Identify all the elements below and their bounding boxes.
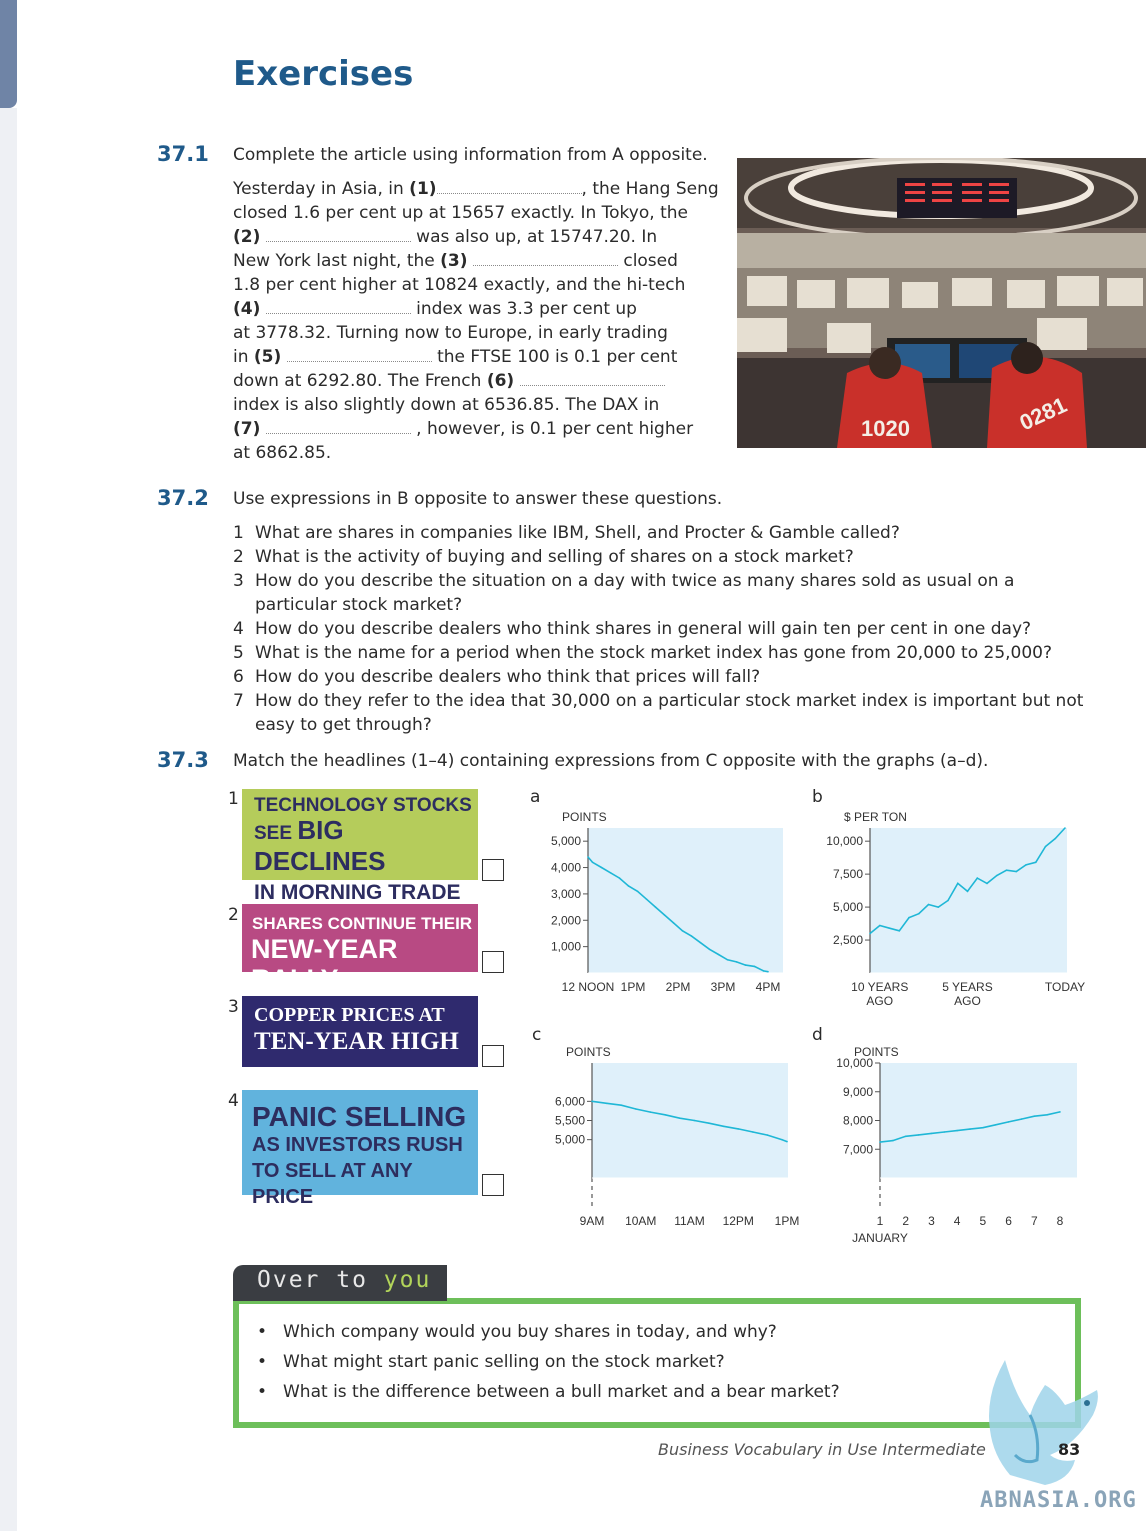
article-fragment: , however, is 0.1 per cent higher [410,419,694,439]
chart-a-data-point [763,970,765,972]
chart-b-data-point [869,933,871,935]
over-to-you-tab [233,1265,447,1301]
headline-2-line-2: NEW-YEAR RALLY [251,934,398,994]
chart-a-data-point [610,872,612,874]
chart-a-y-tick-label: 4,000 [550,860,581,875]
question-text: How do you describe dealers who think shares in general will gain ten per cent in one day? [255,619,1032,639]
question-number: 4 [233,619,244,639]
chart-c-data-point [606,1103,608,1105]
chart-b-x-tick-label: 5 YEARS AGO [942,980,993,1008]
chart-d-data-point [1021,1118,1023,1120]
chart-a-data-point [745,964,747,966]
article-fragment: index is also slightly down at 6536.85. The DAX in [233,395,660,415]
chart-b-data-point [977,877,979,879]
chart-a-data-point [619,877,621,879]
question-number: 1 [233,523,244,543]
chart-c-x-tick-label: 11AM [674,1214,705,1228]
exercise-37-2-instruction: Use expressions in B opposite to answer these questions. [233,489,723,509]
exercise-number-37-2: 37.2 [157,486,209,510]
question-number: 6 [233,667,244,687]
chart-c-x-tick-label: 9AM [579,1214,605,1228]
article-fragment: closed [617,251,678,271]
chart-d-x-tick-label: 5 [979,1214,987,1228]
chart-d-letter: d [812,1025,823,1045]
question-text: What is the activity of buying and selling of shares on a stock market? [255,547,854,567]
question-number: 3 [233,571,244,591]
chart-c-x-tick-label: 1PM [774,1214,800,1228]
chart-c-letter: c [532,1025,542,1045]
chart-b-data-point [928,904,930,906]
gap-number: (7) [233,419,261,439]
article-fragment: index was 3.3 per cent up [410,299,637,319]
chart-c-data-point [621,1104,623,1106]
headline-3-line-2: TEN-YEAR HIGH [254,1028,459,1055]
chart-a-data-point [628,885,630,887]
exercise-37-3-instruction: Match the headlines (1–4) containing expressions from C opposite with the graphs (a–d). [233,751,989,771]
question-text: How do you describe the situation on a day with twice as many shares sold as usual on a particular stock market? [255,571,1015,615]
question-number: 2 [233,547,244,567]
headline-1-line-2a: SEE [254,823,298,844]
chart-b-data-point [947,900,949,902]
watermark-logo [975,1355,1115,1490]
chart-b-data-point [1055,838,1057,840]
chart-b-data-point [996,875,998,877]
chart-c-data-point [650,1111,652,1113]
exercise-37-1-instruction: Complete the article using information from A opposite. [233,145,708,165]
bullet-icon: • [257,1352,268,1372]
gap-number: (1) [409,179,437,199]
chart-b-x-tick-label: 10 YEARS AGO [851,980,909,1008]
chart-c-y-tick-label: 5,000 [554,1132,585,1147]
article-fragment: was also up, at 15747.20. In [410,227,658,247]
chart-a-data-point [601,867,603,869]
chart-a-data-point [592,862,594,864]
chart-d-plot-area [880,1063,1077,1178]
over-to-you-title-accent: you [383,1267,432,1293]
question-text: What are shares in companies like IBM, Shell, and Procter & Gamble called? [255,523,900,543]
article-fragment: Yesterday in Asia, in [233,179,410,199]
article-fragment: New York last night, the [233,251,441,271]
chart-d-x-title: JANUARY [852,1231,908,1245]
chart-c-data-point [635,1108,637,1110]
chart-a-data-point [664,914,666,916]
gap-number: (2) [233,227,261,247]
chart-c-data-point [664,1114,666,1116]
chart-d-x-tick-label: 2 [902,1214,910,1228]
chart-a-data-point [754,966,756,968]
chart-a-data-point [736,961,738,963]
question-text: What is the name for a period when the stock market index has gone from 20,000 to 25,000? [255,643,1053,663]
chart-b-data-point [1025,864,1027,866]
headline-1-number: 1 [228,789,239,809]
over-to-you-question: What is the difference between a bull market and a bear market? [283,1382,840,1402]
chart-a-plot-area [588,828,783,973]
chart-b-data-point [889,927,891,929]
headline-4-line-3: TO SELL AT ANY PRICE [252,1160,413,1208]
article-fragment: closed 1.6 per cent up at 15657 exactly. In Tokyo, the [233,203,688,223]
chart-a-data-point [718,954,720,956]
chart-d-y-tick-label: 7,000 [842,1142,873,1157]
chart-b-data-point [957,883,959,885]
chart-b-y-tick-label: 7,500 [832,867,863,882]
chart-c-data-point [694,1120,696,1122]
chart-c-data-point [679,1117,681,1119]
chart-a-data-point [767,971,769,973]
page-title: Exercises [233,54,414,94]
chart-d-y-tick-label: 8,000 [842,1113,873,1128]
chart-c-x-tick-label: 12PM [722,1214,754,1228]
book-title-footer: Business Vocabulary in Use Intermediate [658,1440,986,1459]
chart-d-data-point [879,1141,881,1143]
chart-a-data-point [709,949,711,951]
chart-b-data-point [938,906,940,908]
over-to-you-item [257,1347,1075,1377]
chart-c-data-point [723,1126,725,1128]
chart-b-x-tick-label: TODAY [1044,980,1086,994]
article-fragment: at 6862.85. [233,443,332,463]
chart-a-x-tick-label: 1PM [620,980,646,994]
chart-c-data-point [767,1134,769,1136]
chart-a-x-tick-label: 4PM [755,980,781,994]
chart-a-x-tick-label: 2PM [665,980,691,994]
chart-b-data-point [1045,846,1047,848]
chart-d-data-point [995,1124,997,1126]
chart-b-data-point [899,930,901,932]
article-fragment: 1.8 per cent higher at 10824 exactly, and the hi-tech [233,275,686,295]
over-to-you-item [257,1377,1075,1407]
chart-a-y-tick-label: 1,000 [550,939,581,954]
photo-badge-1: 1020 [861,416,910,441]
chart-d-data-point [1046,1114,1048,1116]
chart-b-data-point [967,891,969,893]
chart-d-data-point [892,1140,894,1142]
over-to-you-question: What might start panic selling on the stock market? [283,1352,725,1372]
chart-a-data-point [700,942,702,944]
chart-b-y-tick-label: 10,000 [826,834,863,849]
chart-a-data-point [727,959,729,961]
chart-a-data-point [673,922,675,924]
headline-4-line-1: PANIC SELLING [252,1101,467,1132]
chart-a-y-tick-label: 5,000 [550,834,581,849]
chart-d-x-tick-label: 3 [928,1214,935,1228]
headline-4-number: 4 [228,1091,239,1111]
chart-c-data-point [738,1128,740,1130]
exercise-number-37-1: 37.1 [157,142,209,166]
over-to-you-list [239,1304,1075,1407]
chart-c-data-point [781,1139,783,1141]
chart-a-data-point [637,891,639,893]
headline-2-number: 2 [228,905,239,925]
chart-b-y-tick-label: 2,500 [832,933,863,948]
chart-a-x-tick-label: 12 NOON [561,980,615,994]
chart-d-y-tick-label: 9,000 [842,1084,873,1099]
chart-c-data-point [591,1101,593,1103]
chart-b-data-point [1064,827,1066,829]
chart-b-data-point [908,917,910,919]
chart-d-data-point [1034,1115,1036,1117]
headline-3-number: 3 [228,997,239,1017]
headline-2-line-1: SHARES CONTINUE THEIR [252,914,473,933]
chart-d-x-tick-label: 8 [1056,1214,1064,1228]
article-fragment: in [233,347,254,367]
chart-d-data-point [969,1128,971,1130]
gap-number: (5) [253,347,282,367]
chart-d-data-point [1059,1111,1061,1113]
chart-a-letter: a [530,787,541,807]
chart-b-data-point [1035,862,1037,864]
chart-c-y-title: POINTS [566,1045,611,1059]
chart-d-data-point [982,1127,984,1129]
chart-c-data-point [786,1141,788,1143]
chart-a-data-point [682,930,684,932]
page-number: 83 [1058,1440,1081,1459]
article-fragment: the FTSE 100 is 0.1 per cent [431,347,678,367]
chart-d-y-tick-label: 10,000 [836,1056,873,1070]
over-to-you-box [233,1298,1081,1428]
chart-a-data-point [655,906,657,908]
chart-c-data-point [708,1122,710,1124]
question-text: How do you describe dealers who think that prices will fall? [255,667,761,687]
chart-c-y-tick-label: 5,500 [554,1113,585,1128]
article-fragment: down at 6292.80. The French [233,371,487,391]
over-to-you-question: Which company would you buy shares in today, and why? [283,1322,777,1342]
watermark-text: ABNASIA.ORG [980,1488,1137,1513]
chart-b-plot-area [870,828,1067,973]
article-fragment: , the Hang Seng [581,179,719,199]
exercise-number-37-3: 37.3 [157,748,209,772]
chart-b-data-point [1006,869,1008,871]
chart-b-data-point [918,913,920,915]
gap-number: (4) [233,299,261,319]
chart-b-y-tick-label: 5,000 [832,900,863,915]
headline-1-line-2b: BIG DECLINES [254,815,386,876]
article-fragment: at 3778.32. Turning now to Europe, in early trading [233,323,668,343]
chart-d-x-tick-label: 1 [876,1214,884,1228]
chart-a-x-tick-label: 3PM [710,980,736,994]
chart-a-y-tick-label: 2,000 [550,913,581,928]
over-to-you-title: Over to [257,1267,384,1293]
chart-c-x-tick-label: 10AM [625,1214,657,1228]
chart-d-y-title: POINTS [854,1045,899,1059]
chart-b-letter: b [812,787,823,807]
chart-d-x-tick-label: 6 [1005,1214,1012,1228]
gap-number: (3) [440,251,468,271]
question-number: 5 [233,643,244,663]
chart-a-y-title: POINTS [562,810,607,824]
question-text: How do they refer to the idea that 30,000 on a particular stock market index is important but not easy to get through? [255,691,1084,735]
chart-d-data-point [1008,1121,1010,1123]
headline-1-line-1: TECHNOLOGY STOCKS [254,795,472,816]
chart-d-data-point [944,1131,946,1133]
question-number: 7 [233,691,244,711]
chart-d-data-point [905,1136,907,1138]
chart-a-y-tick-label: 3,000 [550,886,581,901]
gap-number: (6) [486,371,515,391]
chart-b-data-point [879,925,881,927]
chart-c-y-tick-label: 6,000 [554,1094,585,1109]
bullet-icon: • [257,1382,268,1402]
chart-a-data-point [587,856,589,858]
headline-1-line-3: IN MORNING TRADE [254,881,461,904]
chart-d-data-point [956,1130,958,1132]
chart-d-data-point [931,1133,933,1135]
chart-a-data-point [691,935,693,937]
chart-a-data-point [646,898,648,900]
over-to-you-item [257,1317,1075,1347]
headline-4-line-2: AS INVESTORS RUSH [252,1134,463,1156]
chart-d-x-tick-label: 4 [953,1214,961,1228]
chart-c-data-point [752,1131,754,1133]
chart-d-data-point [918,1134,920,1136]
headline-3-line-1: COPPER PRICES AT [254,1004,445,1026]
chart-b-data-point [986,883,988,885]
bullet-icon: • [257,1322,268,1342]
photo-badge-2: 0281 [1015,392,1071,436]
chart-d-x-tick-label: 7 [1030,1214,1038,1228]
chart-b-data-point [1016,871,1018,873]
chart-b-y-title: $ PER TON [844,810,907,824]
